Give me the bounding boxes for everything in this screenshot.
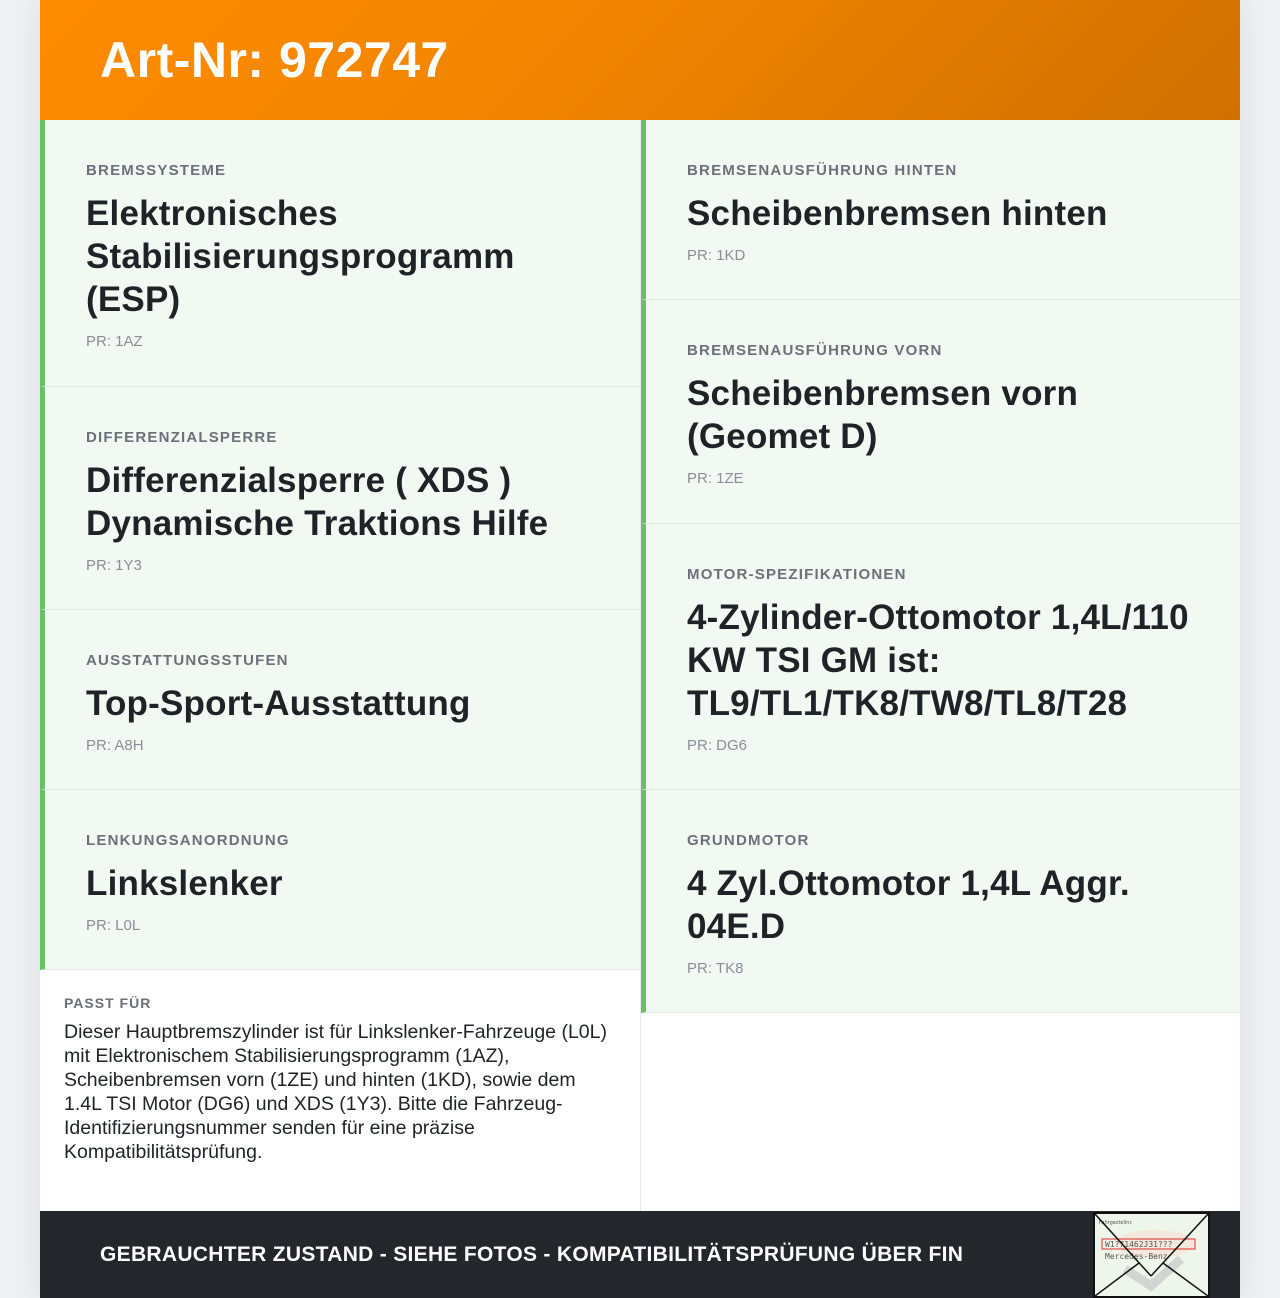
compatibility-section bbox=[40, 970, 640, 1211]
spec-label: LENKUNGSANORDNUNG bbox=[86, 832, 290, 849]
spec-value: Top-Sport-Ausstattung bbox=[86, 684, 471, 723]
spec-pr-code: PR: 1ZE bbox=[687, 470, 744, 487]
spec-grid bbox=[40, 120, 1240, 1211]
product-sheet bbox=[40, 0, 1240, 1298]
compatibility-label: PASST FÜR bbox=[64, 995, 152, 1011]
header-banner bbox=[40, 0, 1240, 120]
footer-banner bbox=[40, 1211, 1240, 1298]
spec-column-left bbox=[40, 120, 640, 1211]
spec-label: AUSSTATTUNGSSTUFEN bbox=[86, 652, 289, 669]
compatibility-text: Dieser Hauptbremszylinder ist für Linkslenker-Fahrzeuge (L0L) mit Elektronischem Stabilisierungsprogramm (1AZ), Scheibenbremsen vorn (1ZE) und hinten (1KD), sowie dem 1.4L TSI Motor (DG6) und XDS (1Y3). Bitte die Fahrzeug-Identifizierungsnummer senden für eine präzise Kompatibilitätsprüfung. bbox=[64, 1021, 607, 1163]
svg-text:W1?71462J31???: W1?71462J31??? bbox=[1105, 1240, 1173, 1249]
spec-pr-code: PR: A8H bbox=[86, 737, 144, 754]
spec-value: 4 Zyl.Ottomotor 1,4L Aggr. 04E.D bbox=[687, 864, 1130, 946]
spec-value: 4-Zylinder-Ottomotor 1,4L/110 KW TSI GM ist: TL9/TL1/TK8/TW8/TL8/T28 bbox=[687, 598, 1189, 723]
spec-column-right bbox=[640, 120, 1240, 1211]
svg-text:Fahrgestellnr.: Fahrgestellnr. bbox=[1099, 1220, 1133, 1226]
spec-label: GRUNDMOTOR bbox=[687, 832, 810, 849]
spec-card-bremsen-vorn bbox=[641, 300, 1240, 524]
article-number-title: Art-Nr: 972747 bbox=[100, 32, 449, 88]
spec-pr-code: PR: L0L bbox=[86, 917, 141, 934]
spec-card-bremssysteme bbox=[40, 120, 640, 387]
spec-value: Scheibenbremsen vorn (Geomet D) bbox=[687, 374, 1079, 456]
spec-pr-code: PR: TK8 bbox=[687, 960, 744, 977]
spec-card-ausstattungsstufen bbox=[40, 610, 640, 790]
spec-pr-code: PR: 1AZ bbox=[86, 333, 143, 350]
spec-card-bremsen-hinten bbox=[641, 120, 1240, 300]
spec-value: Linkslenker bbox=[86, 864, 283, 903]
spec-label: MOTOR-SPEZIFIKATIONEN bbox=[687, 566, 907, 583]
envelope-vin-icon bbox=[1093, 1212, 1210, 1298]
footer-condition-text: GEBRAUCHTER ZUSTAND - SIEHE FOTOS - KOMPATIBILITÄTSPRÜFUNG ÜBER FIN bbox=[100, 1242, 964, 1266]
spec-pr-code: PR: DG6 bbox=[687, 737, 748, 754]
spec-pr-code: PR: 1KD bbox=[687, 247, 746, 264]
spec-card-grundmotor bbox=[641, 790, 1240, 1013]
spec-card-motor-spezifikationen bbox=[641, 524, 1240, 790]
spec-label: BREMSSYSTEME bbox=[86, 162, 227, 179]
spec-value: Differenzialsperre ( XDS ) Dynamische Traktions Hilfe bbox=[86, 461, 549, 543]
spec-label: BREMSENAUSFÜHRUNG VORN bbox=[687, 342, 943, 359]
spec-card-lenkungsanordnung bbox=[40, 790, 640, 970]
spec-value: Elektronisches Stabilisierungsprogramm (ESP) bbox=[86, 194, 515, 319]
spec-label: DIFFERENZIALSPERRE bbox=[86, 429, 278, 446]
spec-pr-code: PR: 1Y3 bbox=[86, 557, 142, 574]
spec-label: BREMSENAUSFÜHRUNG HINTEN bbox=[687, 162, 958, 179]
spec-value: Scheibenbremsen hinten bbox=[687, 194, 1108, 233]
svg-text:Mercedes-Benz: Mercedes-Benz bbox=[1105, 1252, 1168, 1261]
spec-card-differenzialsperre bbox=[40, 387, 640, 610]
